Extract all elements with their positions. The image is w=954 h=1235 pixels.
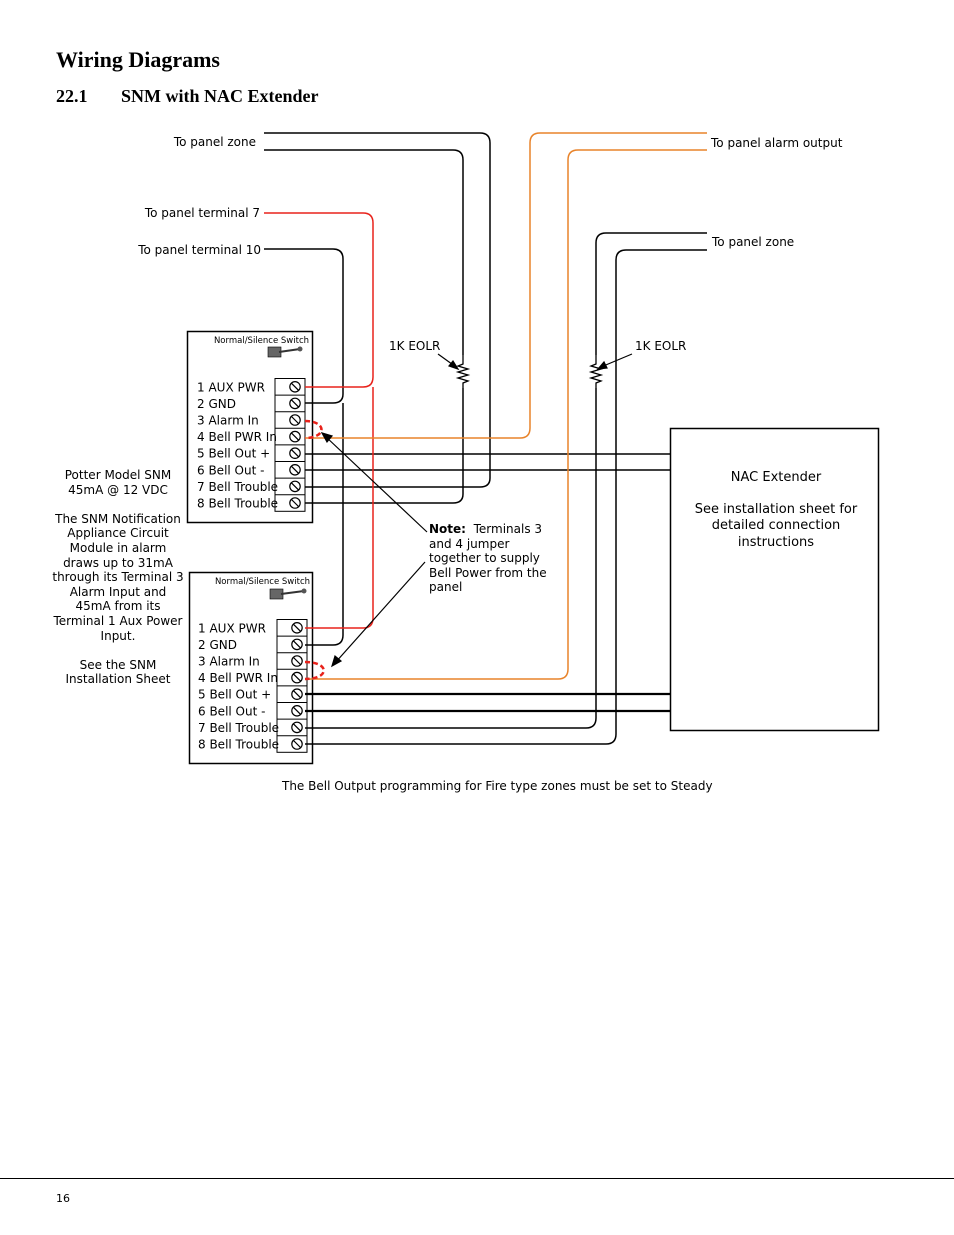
snm-bottom-terminal-label: 1 AUX PWR bbox=[198, 621, 266, 636]
switch-label-top: Normal/Silence Switch bbox=[213, 336, 309, 346]
snm-top-terminal-label: 1 AUX PWR bbox=[197, 380, 265, 395]
nac-extender-text bbox=[672, 470, 880, 551]
snm-bottom-terminal-label: 8 Bell Trouble bbox=[198, 737, 280, 752]
wire-alarm-output-bottom bbox=[305, 150, 707, 679]
snm-top-terminal-label: 4 Bell PWR In bbox=[197, 430, 277, 445]
snm-top-terminal-label: 7 Bell Trouble bbox=[197, 479, 279, 494]
snm-bottom-terminal-label: 2 GND bbox=[198, 637, 237, 652]
snm-bottom-terminal-label: 7 Bell Trouble bbox=[198, 720, 280, 735]
snm-bottom-terminal-label: 6 Bell Out - bbox=[198, 704, 266, 719]
arrow-head-icon bbox=[598, 362, 607, 369]
snm-bottom-terminal-label: 5 Bell Out + bbox=[198, 687, 272, 702]
label-panel-zone-right: To panel zone bbox=[712, 235, 795, 249]
switch-label-bottom: Normal/Silence Switch bbox=[214, 577, 310, 587]
screw-terminal-icon bbox=[290, 398, 300, 408]
screw-terminal-icon bbox=[290, 382, 300, 392]
label-panel-terminal-10: To panel terminal 10 bbox=[138, 243, 261, 257]
toggle-switch-icon bbox=[270, 589, 307, 600]
snm-top-terminal-label: 2 GND bbox=[197, 396, 236, 411]
wire-zone-eolr bbox=[264, 150, 463, 355]
screw-terminal-icon bbox=[292, 706, 302, 716]
wire-zone-right-terminal-8 bbox=[305, 250, 707, 744]
wire-zone-right-eolr bbox=[596, 233, 707, 355]
wire-alarm-output-top bbox=[305, 133, 707, 438]
screw-terminal-icon bbox=[290, 415, 300, 425]
snm-top-terminal-label: 6 Bell Out - bbox=[197, 463, 265, 478]
snm-side-note bbox=[52, 468, 184, 702]
resistor-icon bbox=[591, 355, 601, 388]
nac-instructions: See installation sheet for detailed connection instructions bbox=[694, 501, 858, 550]
screw-terminal-icon bbox=[292, 639, 302, 649]
toggle-switch-icon bbox=[268, 347, 303, 358]
note-bold: Note: bbox=[429, 522, 466, 536]
snm-top-terminal-label: 8 Bell Trouble bbox=[197, 496, 279, 511]
screw-terminal-icon bbox=[290, 498, 300, 508]
screw-terminal-icon bbox=[292, 672, 302, 682]
jumper-bottom bbox=[305, 662, 324, 679]
label-panel-zone-left: To panel zone bbox=[173, 135, 256, 149]
label-panel-terminal-7: To panel terminal 7 bbox=[144, 206, 260, 220]
note-pointer-bottom bbox=[335, 562, 425, 663]
snm-model-text: Potter Model SNM 45mA @ 12 VDC bbox=[64, 468, 172, 497]
diagram-caption: The Bell Output programming for Fire type zones must be set to Steady bbox=[282, 779, 713, 793]
snm-bottom-terminal-label: 3 Alarm In bbox=[198, 654, 260, 669]
screw-terminal-icon bbox=[290, 448, 300, 458]
snm-see-text: See the SNM Installation Sheet bbox=[65, 657, 171, 687]
wire-terminal-7-aux-pwr bbox=[264, 213, 373, 387]
wire-terminal-10-gnd bbox=[264, 249, 343, 403]
resistor-icon bbox=[458, 355, 468, 388]
snm-bottom-terminal-label: 4 Bell PWR In bbox=[198, 671, 278, 686]
note-text: Terminals 3 and 4 jumper together to supply Bell Power from the panel bbox=[429, 522, 547, 595]
screw-terminal-icon bbox=[292, 722, 302, 732]
screw-terminal-icon bbox=[292, 623, 302, 633]
label-eolr-left: 1K EOLR bbox=[389, 339, 441, 353]
section-title: SNM with NAC Extender bbox=[121, 86, 319, 106]
page-title: Wiring Diagrams bbox=[56, 47, 220, 72]
note-pointer-top bbox=[325, 436, 427, 532]
wire-gnd-daisy bbox=[305, 403, 343, 645]
footer-rule bbox=[0, 1178, 954, 1179]
snm-top-terminal-strip bbox=[275, 379, 305, 512]
snm-draw-text: The SNM Notification Appliance Circuit Module in alarm draws up to 31mA through its Terminal 3 Alarm Input and 45mA from its Terminal 1 Aux Power Input. bbox=[52, 511, 184, 643]
wire-eolr-terminal-8 bbox=[305, 388, 463, 503]
snm-top-terminal-label: 3 Alarm In bbox=[197, 413, 259, 428]
screw-terminal-icon bbox=[292, 656, 302, 666]
nac-title: NAC Extender bbox=[730, 470, 822, 485]
screw-terminal-icon bbox=[292, 739, 302, 749]
jumper-note bbox=[429, 522, 559, 595]
screw-terminal-icon bbox=[292, 689, 302, 699]
screw-terminal-icon bbox=[290, 431, 300, 441]
label-panel-alarm-output: To panel alarm output bbox=[711, 136, 843, 150]
page-number: 16 bbox=[56, 1192, 70, 1205]
section-number: 22.1 bbox=[56, 86, 88, 106]
snm-bottom-terminal-strip bbox=[277, 620, 307, 753]
screw-terminal-icon bbox=[290, 481, 300, 491]
snm-top-terminal-label: 5 Bell Out + bbox=[197, 446, 271, 461]
label-eolr-right: 1K EOLR bbox=[635, 339, 687, 353]
screw-terminal-icon bbox=[290, 465, 300, 475]
